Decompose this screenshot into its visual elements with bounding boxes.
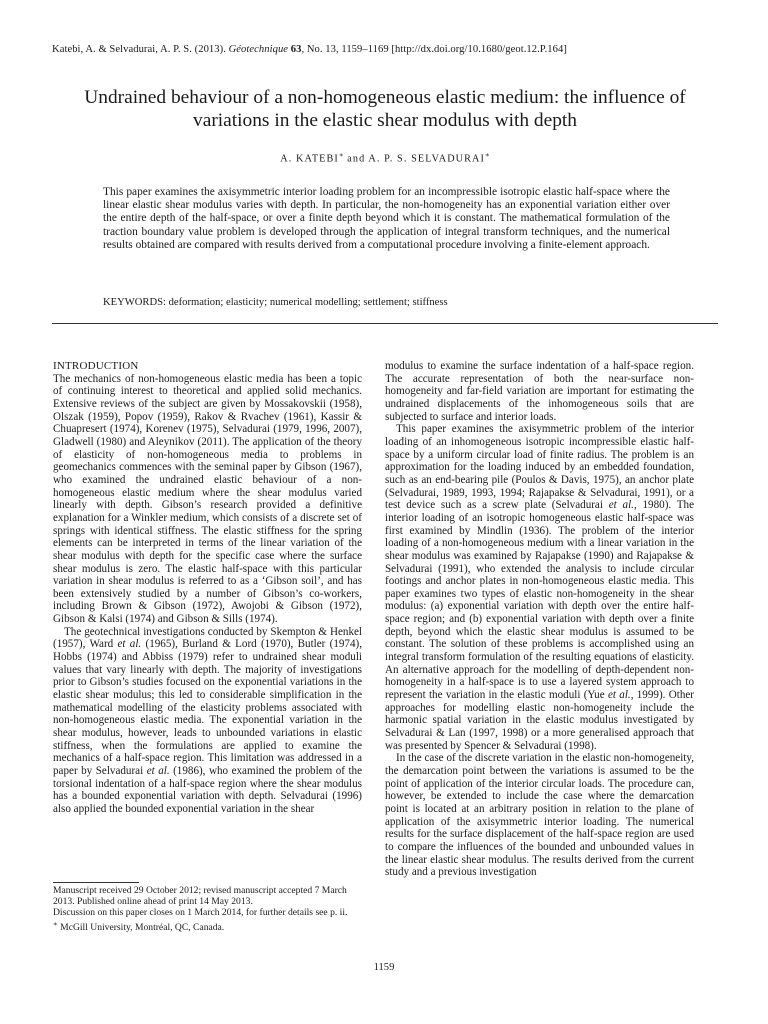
body-paragraph: In the case of the discrete variation in the elastic non-homogeneity, the demarcation point between the variations is assumed to be the point of application of the interior circular loads. The procedure can, however, be extended to include the case where the demarcation point is located at an arbitrary position in relation to the plane of application of the axisymmetric interior loading. The numerical results for the surface displacement of the half-space region are used to compare the influences of the bounded and unbounded values in the linear elastic shear modulus. The results derived from the current study and a previous investigation bbox=[385, 752, 694, 879]
abstract: This paper examines the axisymmetric interior loading problem for an incompressible isotropic elastic half-space where the linear elastic shear modulus varies with depth. In particular, the non-homogeneity has an exponential variation either over the entire depth of the half-space, or over a finite depth beyond which it is constant. The mathematical formulation of the traction boundary value problem is developed through the application of integral transform techniques, and the numerical results obtained are compared with results derived from a computational procedure involving a finite-element approach. bbox=[103, 186, 670, 251]
author-katebi: A. KATEBI bbox=[280, 153, 339, 165]
body-text-italic: et al. bbox=[608, 499, 634, 512]
footnote-divider bbox=[53, 882, 139, 883]
author-affiliation-mark: ∗ bbox=[484, 151, 490, 159]
body-text-italic: et al. bbox=[146, 765, 170, 777]
body-text: (1965), Burland & Lord (1970), Butler (1974), Hobbs (1974) and Abbiss (1979) refer to undrained shear moduli values that vary linearly with depth. The majority of investigations prior to Gibson’s studies focused on the exponential variations in the elastic shear modulus; this led to considerable simplification in the mathematical modelling of the elasticity problems associated with non-homogeneous elastic media. The exponential variation in the shear modulus, however, leads to unbounded variations in elastic stiffness, when the formulations are applied to examine the mechanics of a half-space region. This limitation was addressed in a paper by Selvadurai bbox=[53, 638, 362, 777]
author-affiliation-mark: ∗ bbox=[338, 151, 344, 159]
citation-header bbox=[52, 44, 722, 55]
citation-journal: Géotechnique bbox=[228, 44, 289, 55]
footnote-mark: ∗ bbox=[53, 919, 58, 928]
page-number: 1159 bbox=[373, 962, 395, 973]
body-paragraph: modulus to examine the surface indentation of a half-space region. The accurate representation of both the near-surface non-homogeneity and far-field variation are important for estimating the undrained displacements of the inhomogeneous soils that are subjected to surface and interior loads. bbox=[385, 360, 694, 423]
keywords: KEYWORDS: deformation; elasticity; numerical modelling; settlement; stiffness bbox=[103, 297, 448, 308]
body-paragraph bbox=[53, 626, 362, 816]
right-column bbox=[385, 360, 694, 879]
body-text-italic: et al. bbox=[607, 689, 631, 702]
footnotes bbox=[53, 885, 362, 933]
citation-volume: 63 bbox=[290, 44, 302, 55]
body-paragraph bbox=[385, 423, 694, 752]
body-text: (1986), who examined the problem of the torsional indentation of a half-space region where the shear modulus has a bounded exponential variation with depth. Selvadurai (1996) also applied the bounded exponential variation in the shear bbox=[53, 765, 363, 815]
body-text-italic: et al. bbox=[117, 638, 142, 651]
body-text: , 1999). Other approaches for modelling elastic non-homogeneity include the harmonic spatial variation in the elastic modulus investigated by Selvadurai & Lan (1997, 1998) or a more generalised approach that was presented by Spencer & Selvadurai (1998). bbox=[385, 689, 694, 752]
footnote-affiliation-text: McGill University, Montréal, QC, Canada. bbox=[57, 921, 225, 933]
footnote-affiliation bbox=[53, 919, 362, 933]
body-text: , 1980). The interior loading of an isotropic homogeneous elastic half-space was first examined by Mindlin (1936). The problem of the interior loading of a non-homogeneous medium with a linear variation in the shear modulus was examined by Rajapakse (1990) and Rajapakse & Selvadurai (1991), who extended the analysis to include circular footings and anchor plates in non-homogeneous elastic media. This paper examines two types of elastic non-homogeneity in the shear modulus: (a) exponential variation with depth over the entire half-space region; and (b) exponential variation with depth over a finite depth, beyond which the elastic shear modulus is assumed to be constant. The solution of these problems is accomplished using an integral transform formulation of the resulting equations of elasticity. An alternative approach for the modelling of depth-dependent non-homogeneity in a half-space is to use a layered system approach to represent the variation in the elastic moduli (Yue bbox=[385, 499, 694, 702]
paper-title: Undrained behaviour of a non-homogeneous elastic medium: the influence of variations in the elastic shear modulus with depth bbox=[84, 87, 686, 131]
author-joiner: and bbox=[343, 153, 369, 165]
citation-authors: Katebi, A. & Selvadurai, A. P. S. (2013). bbox=[52, 44, 226, 55]
body-text: The geotechnical investigations conducted by Skempton & Henkel (1957), Ward bbox=[53, 625, 362, 651]
body-paragraph: The mechanics of non-homogeneous elastic media has been a topic of continuing interest to theoretical and applied solid mechanics. Extensive reviews of the subject are given by Mossakovskii (1958), Olszak (1959), Popov (1959), Rakov & Rvachev (1961), Kassir & Chuapresert (1974), Korenev (1975), Selvadurai (1979, 1996, 2007), Gladwell (1980) and Aleynikov (2011). The application of the theory of elasticity of non-homogeneous media to problems in geomechanics commences with the seminal paper by Gibson (1967), who examined the undrained elastic behaviour of a non-homogeneous elastic medium where the shear modulus varied linearly with depth. Gibson’s research provided a definitive explanation for a Winkler medium, which consists of a discrete set of springs with identical stiffness. The elastic stiffness for the spring elements can be interpreted in terms of the linear variation of the shear modulus with depth for the specific case where the surface shear modulus is zero. The elastic half-space with this particular variation in shear modulus is referred to as a ‘Gibson soil’, and has been extensively studied by a number of Gibson’s co-workers, including Brown & Gibson (1972), Awojobi & Gibson (1972), Gibson & Kalsi (1974) and Gibson & Sills (1974). bbox=[53, 372, 362, 626]
author-line bbox=[60, 151, 710, 164]
left-column bbox=[53, 360, 362, 816]
body-text: This paper examines the axisymmetric problem of the interior loading of an inhomogeneous isotropic incompressible elastic half-space by a uniform circular load of finite radius. The problem is an approximation for the loading induced by an embedded foundation, such as an end-bearing pile (Poulos & Davis, 1975), an anchor plate (Selvadurai, 1989, 1993, 1994; Rajapakse & Selvadurai, 1991), or a test device such as a screw plate (Selvadurai bbox=[385, 423, 694, 512]
author-selvadurai: A. P. S. SELVADURAI bbox=[368, 153, 485, 165]
section-heading-introduction: INTRODUCTION bbox=[53, 360, 139, 372]
footnote-manuscript: Manuscript received 29 October 2012; revised manuscript accepted 7 March 2013. Published online ahead of print 14 May 2013. bbox=[53, 885, 347, 908]
footnote-discussion: Discussion on this paper closes on 1 March 2014, for further details see p. ii. bbox=[53, 907, 348, 919]
citation-details: , No. 13, 1159–1169 [http://dx.doi.org/10.1680/geot.12.P.164] bbox=[301, 44, 567, 55]
section-divider bbox=[52, 323, 718, 324]
